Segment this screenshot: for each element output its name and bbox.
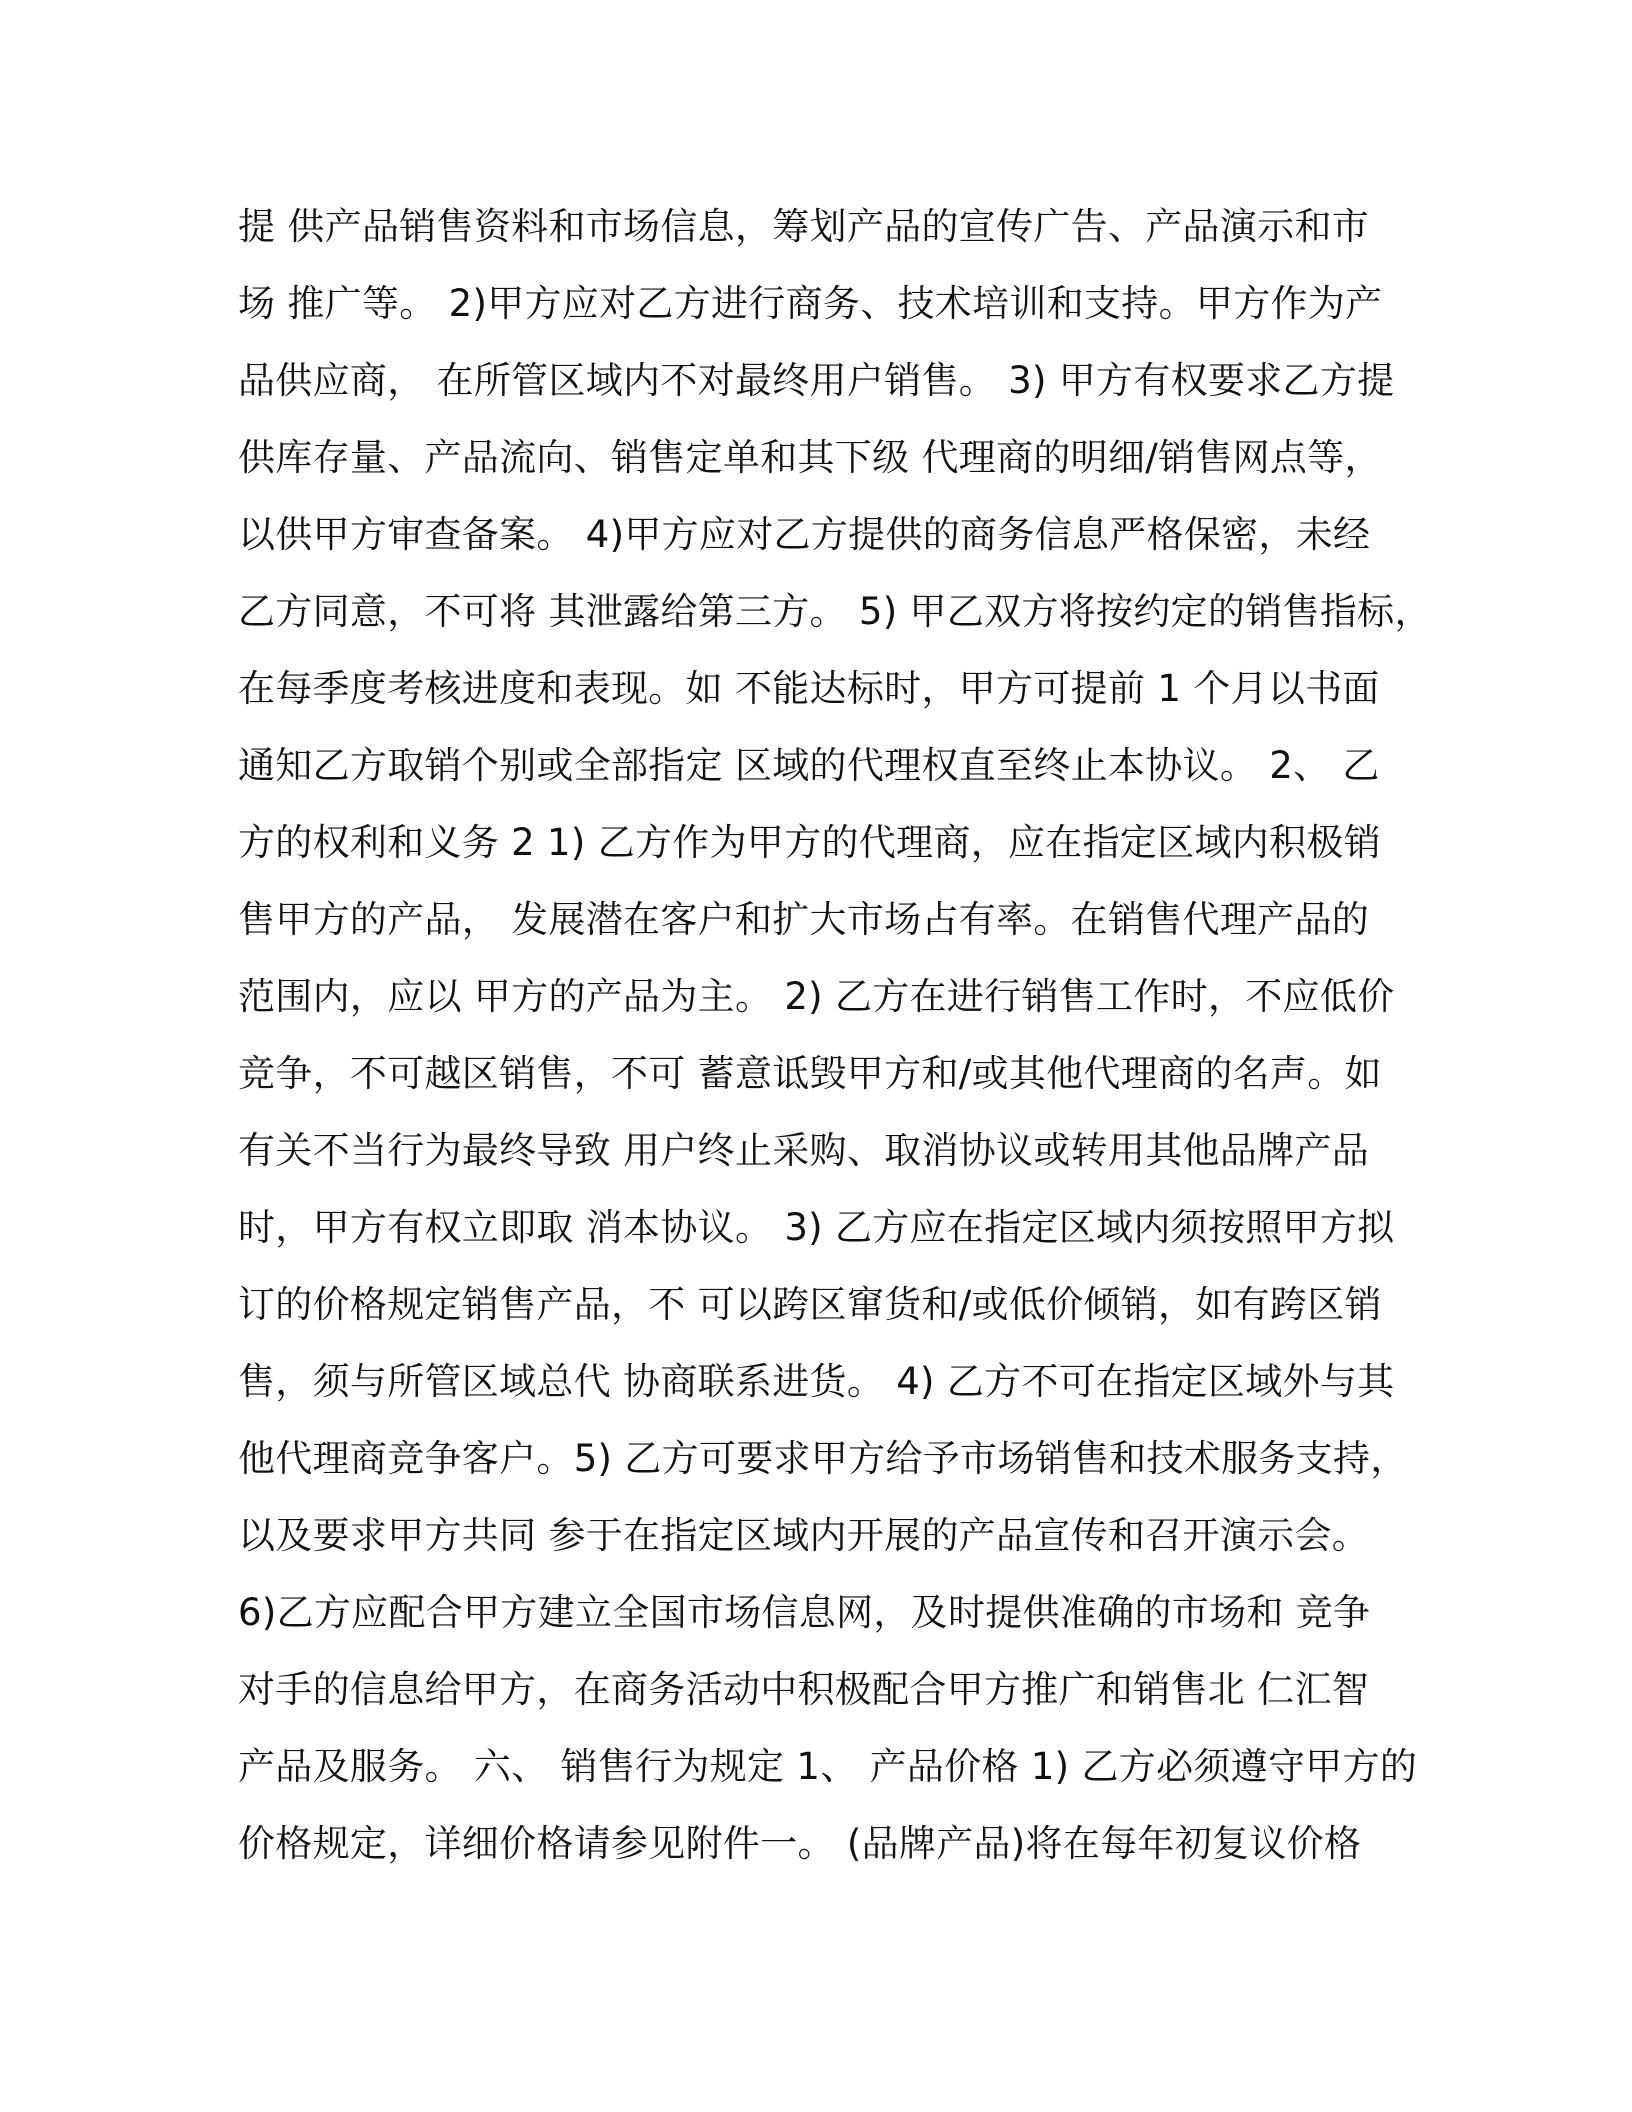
text-line: 在每季度考核进度和表现。如 不能达标时，甲方可提前 1 个月以书面 (238, 667, 1380, 710)
text-line: 提 供产品销售资料和市场信息，筹划产品的宣传广告、产品演示和市 (238, 205, 1370, 248)
text-line: 场 推广等。 2)甲方应对乙方进行商务、技术培训和支持。甲方作为产 (238, 282, 1383, 325)
text-line: 时，甲方有权立即取 消本协议。 3) 乙方应在指定区域内须按照甲方拟 (238, 1206, 1395, 1249)
text-line: 售甲方的产品， 发展潜在客户和扩大市场占有率。在销售代理产品的 (238, 898, 1370, 941)
text-line: 他代理商竞争客户。5) 乙方可要求甲方给予市场销售和技术服务支持， (238, 1437, 1408, 1480)
text-line: 方的权利和义务 2 1) 乙方作为甲方的代理商，应在指定区域内积极销 (238, 821, 1381, 864)
text-line: 有关不当行为最终导致 用户终止采购、取消协议或转用其他品牌产品 (238, 1129, 1370, 1172)
text-line: 竞争，不可越区销售，不可 蓄意诋毁甲方和/或其他代理商的名声。如 (238, 1052, 1382, 1095)
text-line: 售，须与所管区域总代 协商联系进货。 4) 乙方不可在指定区域外与其 (238, 1360, 1395, 1403)
text-line: 范围内，应以 甲方的产品为主。 2) 乙方在进行销售工作时，不应低价 (238, 975, 1395, 1018)
text-line: 对手的信息给甲方，在商务活动中积极配合甲方推广和销售北 仁汇智 (238, 1668, 1370, 1711)
text-line: 供库存量、产品流向、销售定单和其下级 代理商的明细/销售网点等， (238, 436, 1382, 479)
text-line: 订的价格规定销售产品，不 可以跨区窜货和/或低价倾销，如有跨区销 (238, 1283, 1382, 1326)
text-line: 以及要求甲方共同 参于在指定区域内开展的产品宣传和召开演示会。 (238, 1514, 1370, 1557)
text-line: 产品及服务。 六、 销售行为规定 1、 产品价格 1) 乙方必须遵守甲方的 (238, 1745, 1418, 1788)
text-line: 品供应商， 在所管区域内不对最终用户销售。 3) 甲方有权要求乙方提 (238, 359, 1395, 402)
text-line: 以供甲方审查备案。 4)甲方应对乙方提供的商务信息严格保密，未经 (238, 513, 1371, 556)
text-line: 通知乙方取销个别或全部指定 区域的代理权直至终止本协议。 2、 乙 (238, 744, 1380, 787)
text-line: 价格规定，详细价格请参见附件一。 (品牌产品)将在每年初复议价格 (238, 1822, 1362, 1865)
text-line: 6)乙方应配合甲方建立全国市场信息网，及时提供准确的市场和 竞争 (238, 1591, 1371, 1634)
document-body (238, 188, 1432, 1882)
text-line: 乙方同意，不可将 其泄露给第三方。 5) 甲乙双方将按约定的销售指标， (238, 590, 1432, 633)
